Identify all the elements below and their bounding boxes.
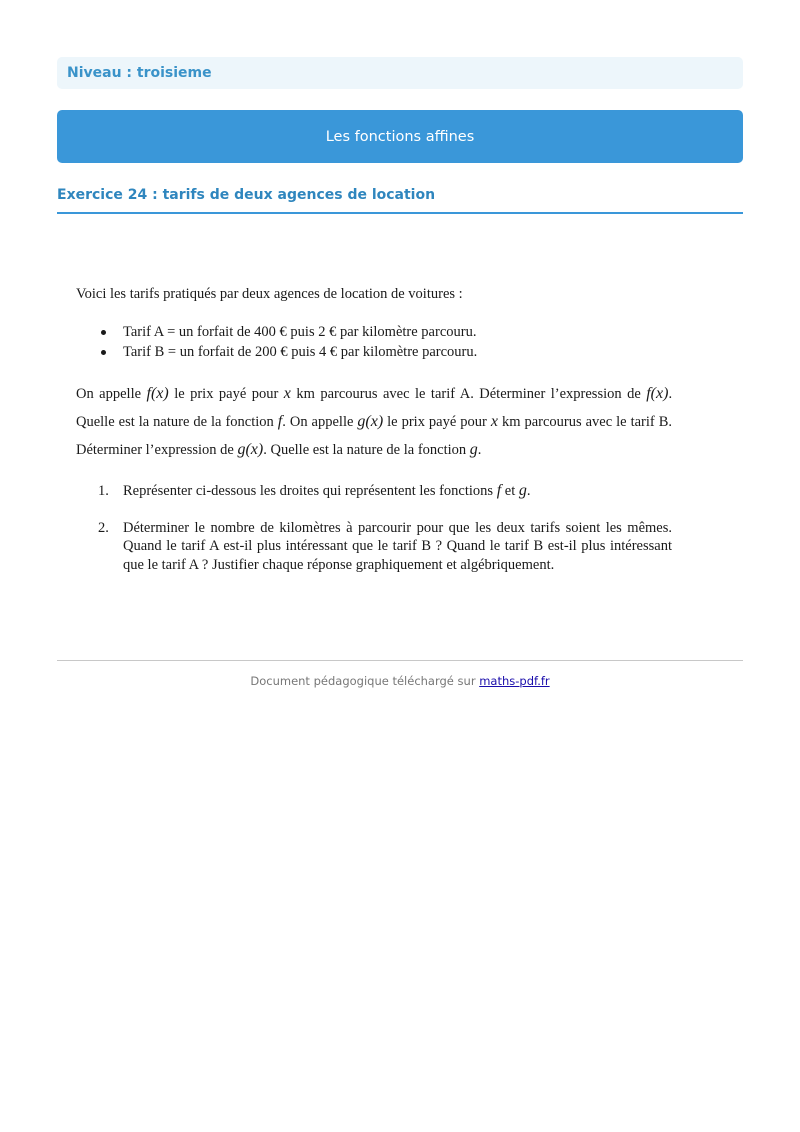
statement-text: km parcourus avec le tarif A. Déterminer l’expression de	[296, 386, 641, 402]
question-list	[76, 482, 672, 574]
question-number: 2.	[98, 519, 109, 536]
level-box	[57, 57, 743, 89]
list-item: Tarif B = un forfait de 200 € puis 4 € par kilomètre parcouru.	[76, 342, 672, 362]
question-text: Déterminer le nombre de kilomètres à parcourir pour que les deux tarifs soient les mêmes. Quand le tarif A est-il plus intéressant que le tarif B ? Quand le tarif B est-il plus intéressant que le tarif A ? Justifier chaque réponse graphiquement et algébriquement.	[123, 519, 672, 573]
exercise-content	[76, 284, 672, 574]
footer	[57, 674, 743, 688]
math-x: x	[490, 413, 498, 430]
chapter-title: Les fonctions affines	[325, 128, 475, 145]
statement-text: le prix payé pour	[174, 386, 279, 402]
intro-text: Voici les tarifs pratiqués par deux agences de location de voitures :	[76, 286, 463, 302]
list-item	[76, 519, 672, 575]
math-f: f	[496, 482, 502, 499]
footer-text: Document pédagogique téléchargé sur	[250, 674, 476, 688]
question-text: Représenter ci-dessous les droites qui représentent les fonctions	[123, 483, 494, 499]
statement-text: le prix payé pour	[387, 414, 487, 430]
math-gx: g(x)	[357, 413, 384, 430]
math-f: f	[277, 413, 283, 430]
statement-text: .	[477, 442, 482, 458]
question-number: 1.	[98, 483, 109, 499]
math-fx: f(x)	[146, 385, 169, 402]
exercise-title: Exercice 24 : tarifs de deux agences de location	[57, 187, 436, 203]
chapter-banner	[57, 110, 743, 163]
statement-text: . Quelle est la nature de la fonction	[263, 442, 467, 458]
level-label: Niveau : troisieme	[67, 65, 212, 81]
footer-link[interactable]: maths-pdf.fr	[479, 674, 550, 688]
tariff-list	[76, 322, 672, 362]
question-text: .	[526, 483, 531, 499]
math-g: g	[518, 482, 527, 499]
footer-divider	[57, 660, 743, 661]
math-x: x	[283, 385, 291, 402]
exercise-divider	[57, 212, 743, 214]
statement-paragraph	[76, 380, 672, 464]
statement-text: . On appelle	[282, 414, 354, 430]
statement-text: On appelle	[76, 386, 142, 402]
list-item	[76, 482, 672, 501]
question-text: et	[504, 483, 516, 499]
math-fx: f(x)	[646, 385, 669, 402]
math-g: g	[469, 441, 478, 458]
statement-text: . Quelle est la nature de la fonction	[76, 386, 673, 430]
statement-text: km parcourus avec le tarif B. Déterminer l’expression de	[76, 414, 673, 458]
math-gx: g(x)	[237, 441, 264, 458]
list-item: Tarif A = un forfait de 400 € puis 2 € par kilomètre parcouru.	[76, 322, 672, 342]
